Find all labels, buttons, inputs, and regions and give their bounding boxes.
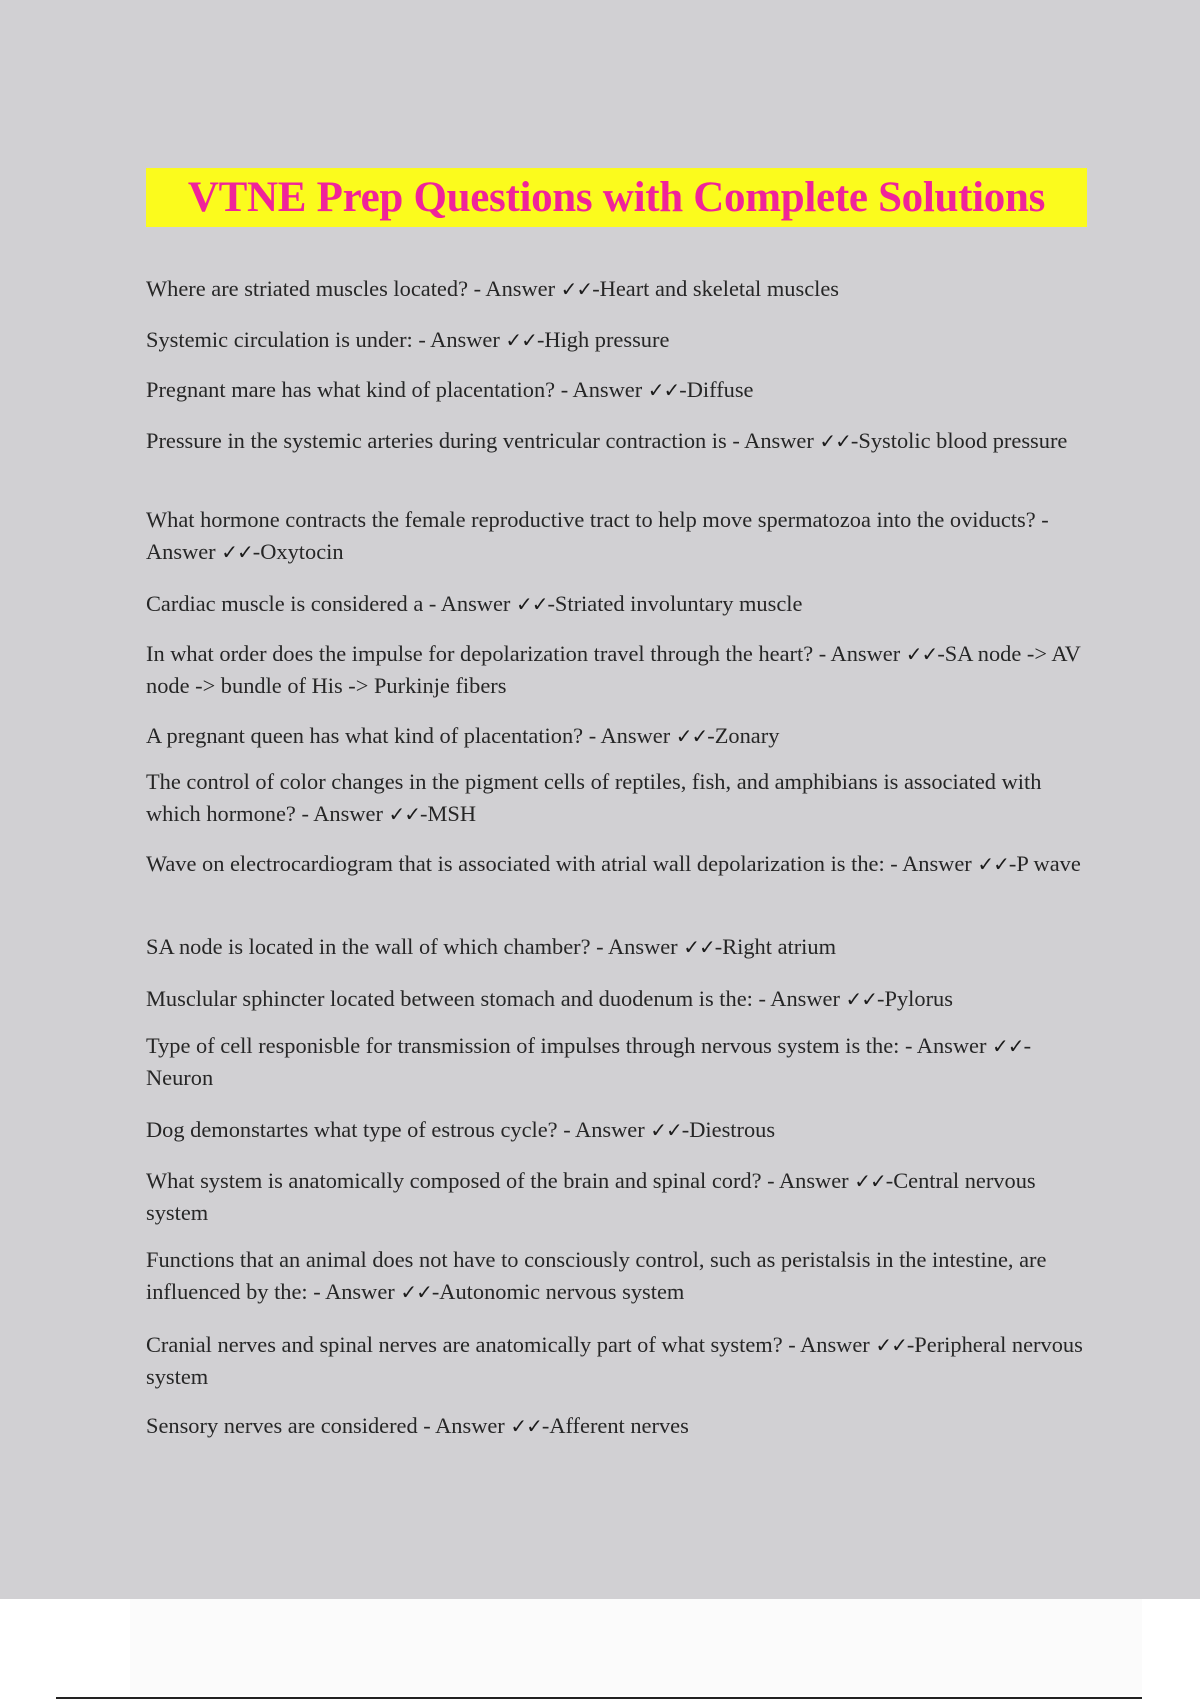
question-text: Type of cell responisble for transmission of impulses through nervous system is the: - Answer: [146, 1033, 993, 1058]
double-check-icon: ✓✓: [400, 1280, 432, 1304]
qa-item: [146, 1114, 1091, 1146]
answer-text: -MSH: [420, 801, 477, 826]
answer-text: -Central nervous system: [146, 1168, 1036, 1225]
answer-text: -Heart and skeletal muscles: [592, 276, 840, 301]
answer-text: -Striated involuntary muscle: [547, 591, 803, 616]
double-check-icon: ✓✓: [683, 935, 715, 959]
answer-text: -Diestrous: [681, 1117, 776, 1142]
question-text: Pressure in the systemic arteries during ventricular contraction is - Answer: [146, 428, 820, 453]
double-check-icon: ✓✓: [388, 802, 421, 826]
question-text: The control of color changes in the pigment cells of reptiles, fish, and amphibians is associated with which hormone? - Answer: [146, 769, 1042, 826]
answer-text: -Right atrium: [714, 934, 837, 959]
answer-text: -Neuron: [146, 1033, 1032, 1090]
double-check-icon: ✓✓: [647, 378, 680, 402]
question-text: A pregnant queen has what kind of placentation? - Answer: [146, 723, 676, 748]
answer-text: -Diffuse: [679, 377, 754, 402]
question-text: What hormone contracts the female reproductive tract to help move spermatozoa into the oviducts? - Answer: [146, 507, 1049, 564]
qa-item: [146, 1244, 1091, 1308]
qa-item: [146, 425, 1091, 457]
qa-item: [146, 720, 1091, 752]
question-text: Cardiac muscle is considered a - Answer: [146, 591, 516, 616]
double-check-icon: ✓✓: [819, 429, 851, 453]
qa-item: [146, 983, 1091, 1015]
qa-item: [146, 1329, 1091, 1393]
double-check-icon: ✓✓: [977, 852, 1009, 876]
question-text: Where are striated muscles located? - Answer: [146, 276, 561, 301]
qa-item: [146, 1165, 1091, 1229]
question-text: Systemic circulation is under: - Answer: [146, 327, 506, 352]
double-check-icon: ✓✓: [650, 1118, 682, 1142]
question-text: Functions that an animal does not have to consciously control, such as peristalsis in the intestine, are influenced by the: - Answer: [146, 1247, 1047, 1304]
double-check-icon: ✓✓: [845, 987, 878, 1011]
answer-text: -Zonary: [707, 723, 780, 748]
answer-text: -Autonomic nervous system: [431, 1279, 685, 1304]
question-text: Pregnant mare has what kind of placentation? - Answer: [146, 377, 648, 402]
qa-item: [146, 504, 1091, 568]
double-check-icon: ✓✓: [515, 592, 548, 616]
double-check-icon: ✓✓: [675, 724, 708, 748]
qa-item: [146, 638, 1091, 702]
qa-item: [146, 374, 1091, 406]
qa-item: [146, 324, 1091, 356]
double-check-icon: ✓✓: [992, 1034, 1024, 1058]
answer-text: -Peripheral nervous system: [146, 1332, 1083, 1389]
answer-text: -SA node -> AV node -> bundle of His -> Purkinje fibers: [146, 641, 1081, 698]
question-text: Sensory nerves are considered - Answer: [146, 1413, 511, 1438]
double-check-icon: ✓✓: [505, 328, 537, 352]
qa-item: [146, 588, 1091, 620]
double-check-icon: ✓✓: [854, 1169, 886, 1193]
page-divider: [56, 1697, 1142, 1699]
qa-item: [146, 848, 1091, 880]
question-text: What system is anatomically composed of the brain and spinal cord? - Answer: [146, 1168, 855, 1193]
question-text: Musclular sphincter located between stomach and duodenum is the: - Answer: [146, 986, 846, 1011]
double-check-icon: ✓✓: [560, 277, 593, 301]
double-check-icon: ✓✓: [875, 1333, 907, 1357]
answer-text: -Afferent nerves: [541, 1413, 689, 1438]
page-footer-area: [130, 1599, 1142, 1695]
page-title: VTNE Prep Questions with Complete Solutions: [187, 174, 1046, 221]
answer-text: -Pylorus: [877, 986, 953, 1011]
answer-text: -Systolic blood pressure: [850, 428, 1068, 453]
answer-text: -P wave: [1008, 851, 1081, 876]
answer-text: -Oxytocin: [252, 539, 344, 564]
qa-item: [146, 931, 1091, 963]
question-text: Cranial nerves and spinal nerves are anatomically part of what system? - Answer: [146, 1332, 876, 1357]
double-check-icon: ✓✓: [510, 1414, 542, 1438]
question-text: Wave on electrocardiogram that is associated with atrial wall depolarization is the: - Answer: [146, 851, 978, 876]
question-text: SA node is located in the wall of which chamber? - Answer: [146, 934, 684, 959]
answer-text: -High pressure: [536, 327, 670, 352]
title-highlight: [146, 168, 1087, 227]
double-check-icon: ✓✓: [221, 540, 253, 564]
qa-item: [146, 273, 1091, 305]
qa-item: [146, 1410, 1091, 1442]
double-check-icon: ✓✓: [905, 642, 938, 666]
question-text: Dog demonstartes what type of estrous cycle? - Answer: [146, 1117, 651, 1142]
qa-item: [146, 766, 1091, 830]
question-text: In what order does the impulse for depolarization travel through the heart? - Answer: [146, 641, 906, 666]
qa-item: [146, 1030, 1091, 1094]
